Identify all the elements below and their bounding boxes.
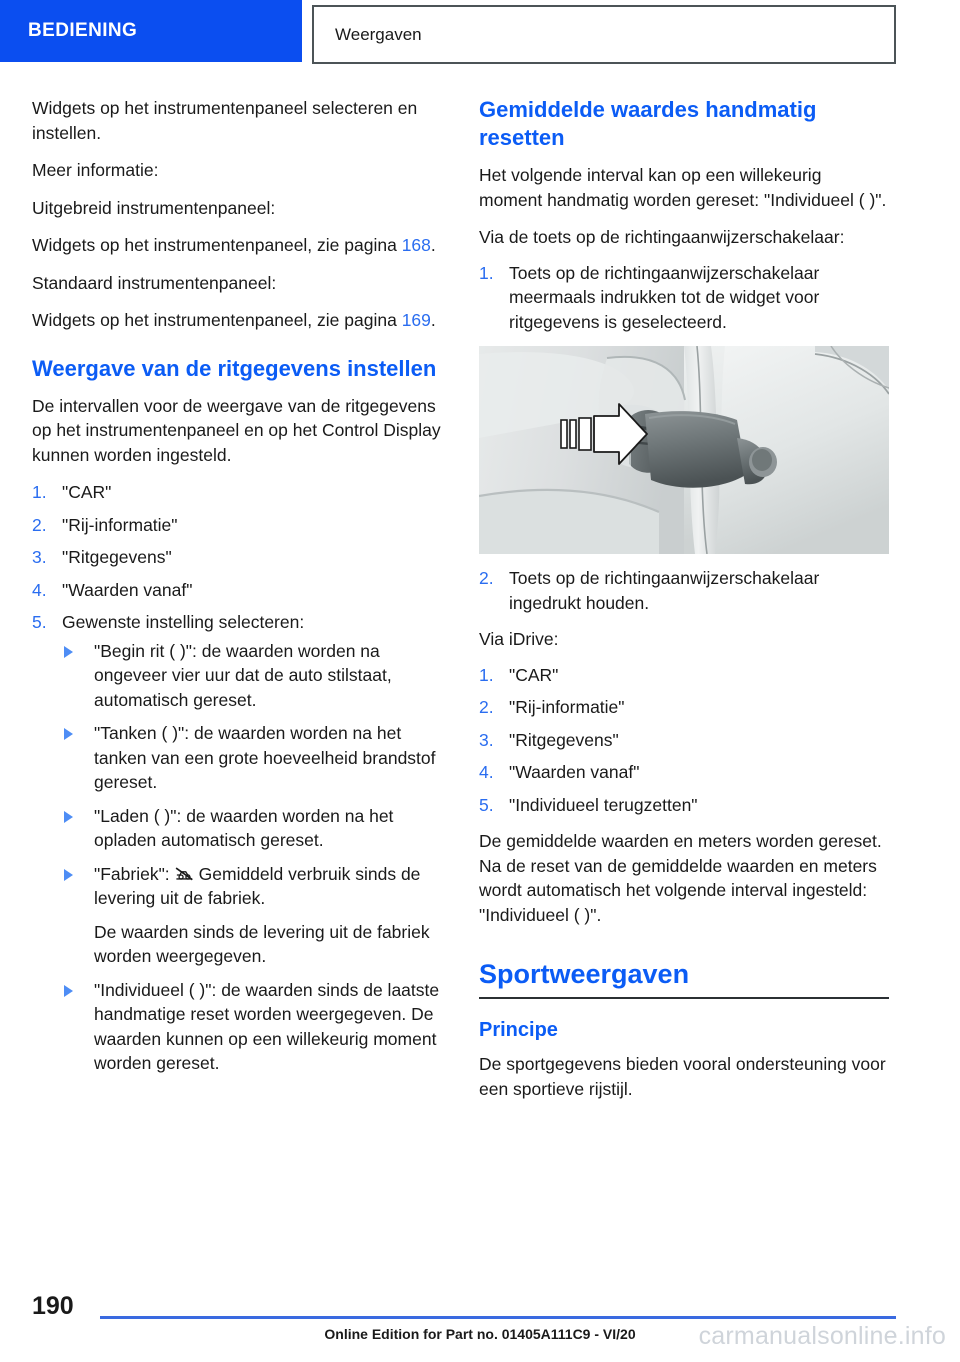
option-text: "Begin rit ( )": de waarden worden na ongeveer vier uur dat de auto stilstaat, automatisch gereset. — [94, 640, 392, 710]
list-item — [62, 721, 442, 795]
ritgegevens-intro: De intervallen voor de weergave van de ritgegevens op het instrumentenpaneel en op het Control Display kunnen worden ingesteld. — [32, 395, 441, 465]
list-item — [479, 728, 889, 753]
standard-ref-text: Widgets op het instrumentenpaneel, zie pagina — [32, 310, 402, 330]
list-item — [479, 663, 889, 688]
stalk-step-list-before-figure — [479, 261, 889, 335]
via-idrive-label: Via iDrive: — [479, 629, 559, 649]
page-footer — [0, 1270, 960, 1362]
list-item — [479, 760, 889, 785]
extended-cluster-label: Uitgebreid instrumentenpaneel: — [32, 197, 276, 218]
triangle-bullet-icon — [64, 869, 73, 881]
step-number: 2. — [32, 514, 47, 535]
list-item — [62, 862, 442, 969]
option-label: "Fabriek": — [94, 863, 170, 884]
triangle-bullet-icon — [64, 811, 73, 823]
triangle-bullet-icon — [64, 646, 73, 658]
list-item — [32, 513, 442, 538]
extended-ref-text: Widgets op het instrumentenpaneel, zie pagina — [32, 235, 402, 255]
step-text: "Individueel terugzetten" — [509, 794, 698, 815]
step-number: 2. — [479, 568, 494, 588]
step-number: 3. — [479, 729, 494, 750]
heading-principe: Principe — [479, 1019, 558, 1041]
idrive-step-list — [479, 663, 889, 818]
chapter-tab-label: BEDIENING — [28, 20, 138, 41]
edition-notice: Online Edition for Part no. 01405A111C9 - VI/20 — [324, 1326, 636, 1342]
standard-cluster-reference — [32, 308, 442, 333]
list-item — [479, 261, 889, 335]
chapter-tab — [0, 0, 302, 62]
intro-paragraph-2: Meer informatie: — [32, 160, 159, 180]
step-text: "CAR" — [62, 482, 112, 502]
step-number: 1. — [479, 262, 494, 283]
step-text: "Waarden vanaf" — [509, 762, 640, 782]
chapter-heading-sportweergaven: Sportweergaven — [479, 957, 889, 999]
step-text: "Rij-informatie" — [62, 514, 178, 535]
setting-options-list — [62, 639, 442, 1076]
stalk-step-list-after-figure — [479, 566, 889, 615]
heading-weergave-ritgegevens: Weergave van de ritgegevens instellen — [32, 355, 437, 381]
list-item — [62, 639, 442, 713]
step-text: "Rij-informatie" — [509, 697, 625, 717]
option-text: Gemiddeld verbruik sinds de levering uit de fabriek. — [94, 863, 421, 908]
step-text: Toets op de richtingaanwijzerschakelaar ingedrukt houden. — [509, 568, 820, 613]
step-number: 2. — [479, 697, 494, 717]
list-item — [32, 578, 442, 603]
list-item — [62, 804, 442, 853]
triangle-bullet-icon — [64, 728, 73, 740]
option-text: "Laden ( )": de waarden worden na het opladen automatisch gereset. — [94, 805, 394, 850]
page-number: 190 — [32, 1292, 74, 1320]
list-item — [32, 480, 442, 505]
gemiddelde-outro: De gemiddelde waarden en meters worden gereset. Na de reset van de gemiddelde waarden en meters wordt automatisch het volgende interval ingesteld: "Individueel ( )". — [479, 831, 882, 925]
principe-body: De sportgegevens bieden vooral ondersteuning voor een sportieve rijstijl. — [479, 1054, 886, 1099]
via-stalk-label: Via de toets op de richtingaanwijzerschakelaar: — [479, 227, 845, 247]
standard-ref-suffix: . — [430, 310, 436, 330]
step-text: Toets op de richtingaanwijzerschakelaar meermaals indrukken tot de widget voor ritgegevens is geselecteerd. — [509, 262, 820, 332]
extended-ref-suffix: . — [430, 235, 436, 255]
option-text: "Individueel ( )": de waarden sinds de laatste handmatige reset worden weergegeven. De waarden kunnen op een willekeurig moment worden gereset. — [94, 979, 440, 1073]
extended-cluster-reference — [32, 233, 442, 258]
option-continuation: De waarden sinds de levering uit de fabriek worden weergegeven. — [94, 921, 430, 966]
left-column — [32, 96, 442, 1088]
step-number: 1. — [32, 482, 47, 502]
step-text: "Waarden vanaf" — [62, 579, 193, 600]
site-watermark: carmanualsonline.info — [698, 1322, 946, 1350]
ritgegevens-step-list — [32, 480, 442, 1076]
intro-paragraph-1: Widgets op het instrumentenpaneel selecteren en instellen. — [32, 98, 418, 143]
step-number: 4. — [479, 762, 494, 782]
list-item — [479, 695, 889, 720]
list-item — [479, 793, 889, 818]
triangle-bullet-icon — [64, 985, 73, 997]
heading-gemiddelde-waardes: Gemiddelde waardes handmatig resetten — [479, 97, 817, 150]
stalk-illustration — [479, 346, 889, 554]
list-item — [32, 545, 442, 570]
gemiddelde-intro: Het volgende interval kan op een willekeurig moment handmatig worden gereset: "Individueel ( )". — [479, 165, 887, 210]
option-text: "Tanken ( )": de waarden worden na het tanken van een grote hoeveelheid brandstof gereset. — [94, 723, 436, 792]
page-header — [0, 0, 960, 72]
turn-signal-stalk-photo — [479, 346, 889, 554]
step-number: 5. — [32, 612, 47, 632]
step-number: 1. — [479, 664, 494, 685]
step-text: "Ritgegevens" — [62, 547, 172, 567]
list-item — [479, 566, 889, 615]
since-delivery-icon — [174, 865, 195, 882]
step-number: 3. — [32, 547, 47, 567]
section-title-box — [312, 5, 896, 64]
step-text: Gewenste instelling selecteren: — [62, 612, 305, 632]
page-reference-link[interactable]: 168 — [401, 235, 431, 255]
right-column — [479, 96, 889, 1114]
step-text: "CAR" — [509, 664, 559, 685]
step-number: 4. — [32, 579, 47, 600]
step-text: "Ritgegevens" — [509, 729, 619, 750]
step-number: 5. — [479, 794, 494, 815]
standard-cluster-label: Standaard instrumentenpaneel: — [32, 272, 277, 293]
section-title-label: Weergaven — [335, 24, 422, 44]
list-item — [62, 978, 442, 1076]
page-reference-link[interactable]: 169 — [401, 310, 431, 330]
footer-divider — [100, 1316, 896, 1319]
list-item — [32, 610, 442, 1076]
